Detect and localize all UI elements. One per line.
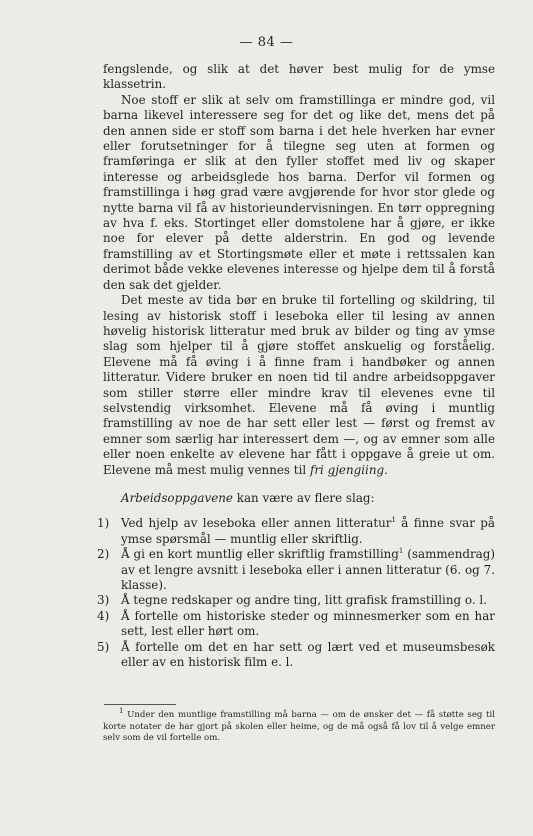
paragraph: fengslende, og slik at det høver best mulig for de ymse klassetrin. [103, 62, 495, 92]
section-intro [103, 491, 495, 506]
footnote-marker: 1 [119, 707, 124, 716]
list-item [97, 639, 495, 671]
footnote-divider [104, 704, 176, 705]
paragraph-text: Det meste av tida bør en bruke til fortelling og skildring, til lesing av historisk stoff i leseboka eller til lesing av annen høvelig historisk litteratur med bruk av bilder og ting av ymse slag som hjelper til å gjøre stoffet anskuelig og forståelig. Elevene må få øving i å finne fram i handbøker og annen litteratur. Videre bruker en noen tid til andre arbeidsoppgaver som stiller større eller mindre krav til elevenes evne til selvstendig virksomhet. Elevene må få øving i muntlig framstilling av noe de har sett eller lest — først og fremst av emner som særlig har interessert dem —, og av emner som alle eller noen enkelte av elevene har fått i oppgave å greie ut om. Elevene må mest mulig vennes til [103, 293, 495, 477]
list-item-number: 2) [97, 547, 110, 562]
task-list [97, 516, 495, 670]
footnote-ref: 1 [398, 547, 404, 556]
list-item-text: Å fortelle om det en har sett og lært ved et museumsbesøk eller av en historisk film e. l. [121, 639, 495, 670]
body-text [97, 62, 495, 670]
list-item [97, 593, 495, 608]
footnote-ref: 1 [391, 516, 396, 525]
list-item [97, 547, 495, 593]
emphasis-text: Arbeidsoppgavene [121, 490, 233, 505]
list-item-text: Å tegne redskaper og andre ting, litt grafisk framstilling o. l. [121, 593, 487, 608]
list-item-text: å finne svar på ymse spørsmål — muntlig eller skriftlig. [121, 516, 495, 546]
list-item-number: 5) [97, 639, 110, 654]
list-item-text: (sammendrag) av et lengre avsnitt i leseboka eller i annen litteratur (6. og 7. klasse). [121, 547, 495, 592]
paragraph: Noe stoff er slik at selv om framstillinga er mindre god, vil barna likevel interessere seg for det og like det, mens det på den annen side er stoff som barna i det hele hverken har evner eller forutsetninger for å tilegne seg uten at formen og framføringa er slik at den fyller stoffet med liv og skaper interesse og arbeidsglede hos barna. Derfor vil formen og framstillinga i høg grad være avgjørende for hvor stor glede og nytte barna vil få av historieundervisningen. En tørr oppregning av hva f. eks. Stortinget eller domstolene har å gjøre, er ikke noe for elever på dette alderstrin. En god og levende framstilling av et Stortingsmøte eller et møte i rettssalen kan derimot både vekke elevenes interesse og hjelpe dem til å forstå den sak det gjelder. [103, 92, 495, 292]
list-item-text: Å gi en kort muntlig eller skriftlig framstilling [121, 547, 399, 562]
paragraph [103, 293, 495, 478]
list-item-number: 3) [97, 593, 110, 608]
footnote-text: Under den muntlige framstilling må barna — om de ønsker det — få støtte seg til korte notater de har gjort på skolen eller heime, og de må også få lov til å velge emner selv som de vil fortelle om. [103, 710, 495, 743]
list-item-number: 1) [97, 516, 110, 531]
page-number: — 84 — [239, 35, 294, 50]
emphasis-text: fri gjengiing. [309, 462, 388, 477]
section-intro-text: kan være av flere slag: [232, 490, 375, 505]
list-item-text: Å fortelle om historiske steder og minnesmerker som en har sett, lest eller hørt om. [121, 608, 495, 639]
footnote [103, 707, 495, 745]
list-item-text: Ved hjelp av leseboka eller annen litteratur [121, 516, 392, 531]
list-item [97, 516, 495, 547]
list-item [97, 608, 495, 640]
list-item-number: 4) [97, 608, 110, 623]
